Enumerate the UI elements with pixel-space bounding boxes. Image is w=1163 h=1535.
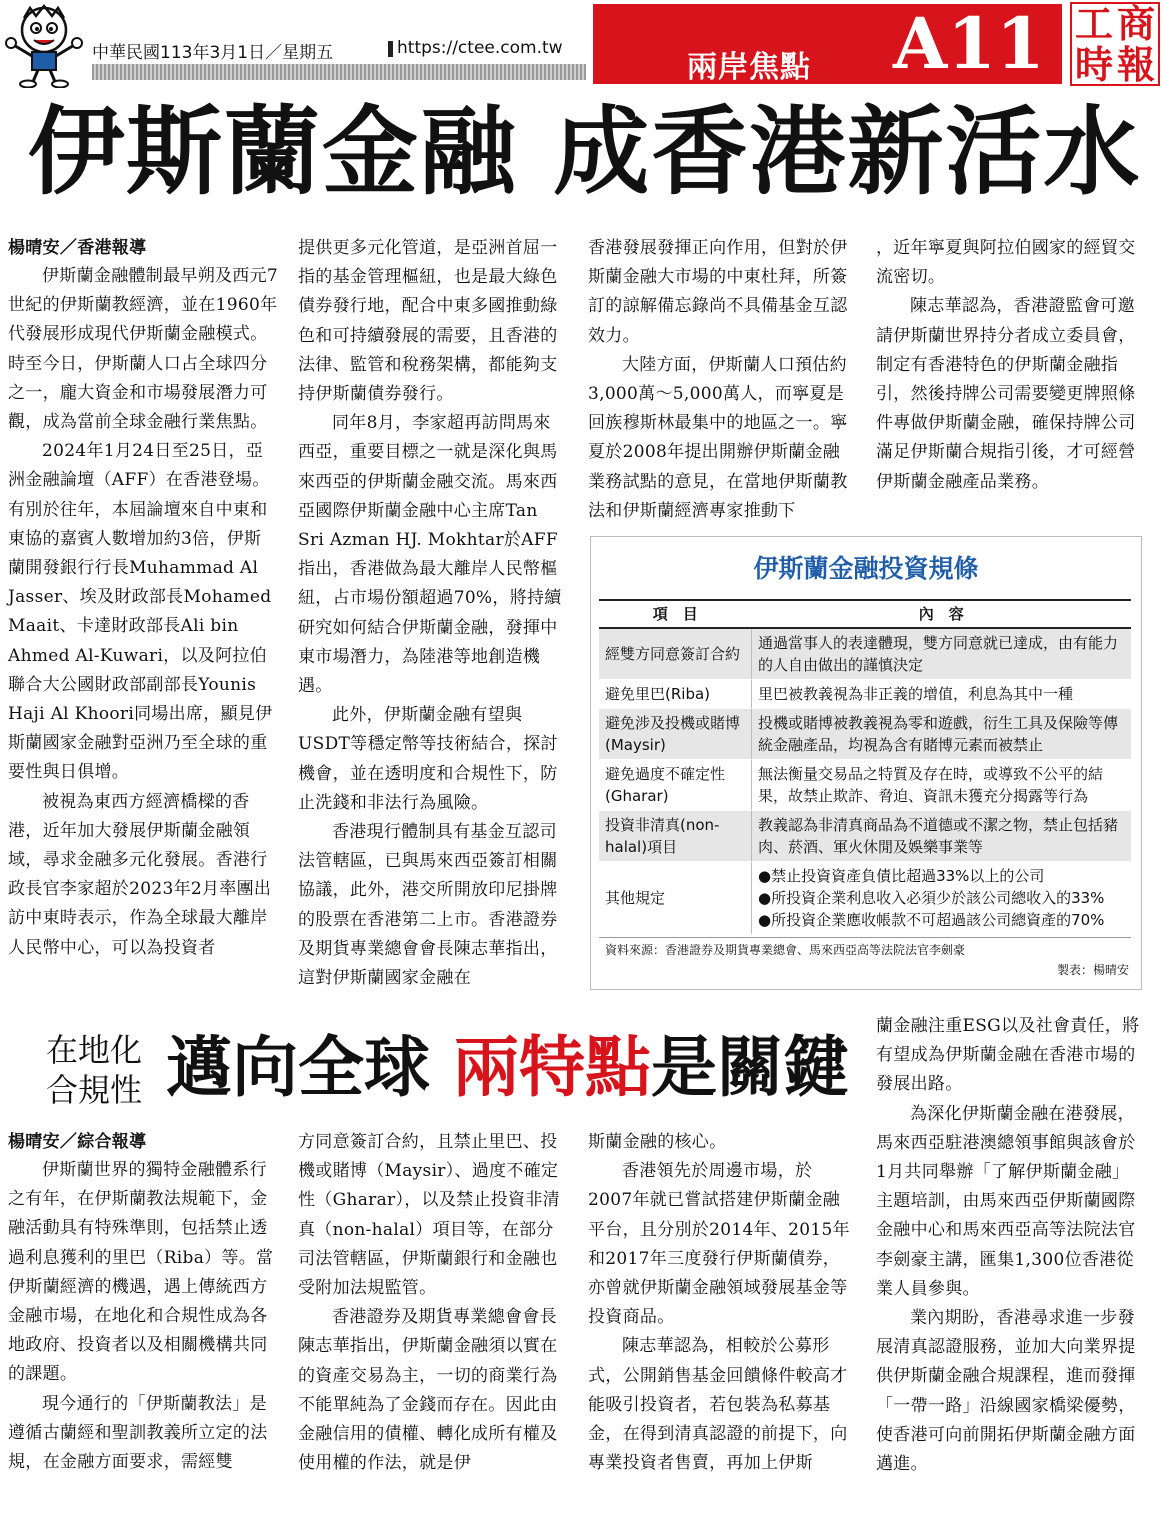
rules-table-box xyxy=(590,536,1142,990)
rule-item: 避免過度不確定性(Gharar) xyxy=(599,760,752,811)
logo-char: 商 xyxy=(1116,1,1155,46)
rule-content: 通過當事人的表達體現，雙方同意就已達成，由有能力的人自由做出的謹慎決定 xyxy=(752,628,1132,680)
paragraph: 方同意簽訂合約，且禁止里巴、投機或賭博（Maysir）、過度不確定性（Gharar），以及禁止投資非清真（non-halal）項目等，在部分司法管轄區，伊斯蘭銀行和金融也受附加法規監管。 xyxy=(298,1132,560,1299)
rule-item: 投資非清真(non-halal)項目 xyxy=(599,811,752,862)
paragraph: 伊斯蘭金融體制最早朔及西元7世紀的伊斯蘭教經濟，並在1960年代發展形成現代伊斯蘭金融模式。時至今日，伊斯蘭人口占全球四分之一，龐大資金和市場發展潛力可觀，成為當前全球金融行業焦點。 xyxy=(8,266,279,433)
sub-headline-part: 是關鍵 xyxy=(650,1029,849,1106)
paragraph: 同年8月，李家超再訪問馬來西亞，重要目標之一就是深化與馬來西亞的伊斯蘭金融交流。馬來西亞國際伊斯蘭金融中心主席Tan Sri Azman HJ. Mokhtar於AFF指出，香港做為最大離岸人民幣樞紐，占市場份額超過70%，將持續研究如何結合伊斯蘭金融，發揮中東市場潛力，為陸港等地創造機遇。 xyxy=(298,413,562,697)
paragraph: 被視為東西方經濟橋樑的香港，近年加大發展伊斯蘭金融領域，尋求金融多元化發展。香港行政長官李家超於2023年2月率團出訪中東時表示，作為全球最大離岸人民幣中心，可以為投資者 xyxy=(8,791,272,958)
list-item: ●禁止投資資產負債比超過33%以上的公司 xyxy=(758,867,1045,885)
section-banner xyxy=(593,4,1062,84)
table-row xyxy=(599,862,1131,935)
column-header-item: 項 目 xyxy=(599,600,752,628)
site-url[interactable]: https://ctee.com.tw xyxy=(397,38,563,58)
paragraph: 2024年1月24日至25日，亞洲金融論壇（AFF）在香港登場。有別於往年，本屆論壇來自中東和東協的嘉賓人數增加約3倍，伊斯蘭開發銀行行長Muhammad Al Jasser、埃及財政部長Mohamed Maait、卡達財政部長Ali bin Ahmed Al-Kuwari，以及阿拉伯聯合大公國財政部副部長Younis Haji Al Khoori同場出席，顯見伊斯蘭國家金融對亞洲乃至全球的重要性與日俱增。 xyxy=(8,441,273,783)
url-divider xyxy=(388,41,393,57)
paragraph: 伊斯蘭世界的獨特金融體系行之有年，在伊斯蘭教法規範下，金融活動具有特殊準則，包括禁止透過利息獲利的里巴（Riba）等。當伊斯蘭經濟的機遇，遇上傳統西方金融市場，在地化和合規性成為各地政府、投資者以及相關機構共同的課題。 xyxy=(8,1160,274,1385)
paragraph: 香港證券及期貨專業總會會長陳志華指出，伊斯蘭金融須以實在的資產交易為主，一切的商業行為不能單純為了金錢而存在。因此由金融信用的債權、轉化成所有權及使用權的作法，就是伊 xyxy=(298,1307,558,1474)
paragraph: 提供更多元化管道，是亞洲首屈一指的基金管理樞紐，也是最大綠色債券發行地，配合中東多國推動綠色和可持續發展的需要，且香港的法律、監管和稅務架構，都能夠支持伊斯蘭債券發行。 xyxy=(298,238,558,405)
logo-char: 時 xyxy=(1074,42,1113,87)
paragraph: 陳志華認為，相較於公募形式，公開銷售基金回饋條件較高才能吸引投資者，若包裝為私募基金，在得到清真認證的前提下，向專業投資者售賣，再加上伊斯 xyxy=(588,1336,848,1474)
table-row xyxy=(599,760,1131,811)
rules-table xyxy=(599,599,1131,935)
rule-content: 無法衡量交易品之特質及存在時，或導致不公平的結果，故禁止欺詐、脅迫、資訊未獲充分揭露等行為 xyxy=(752,760,1132,811)
paragraph: 現今通行的「伊斯蘭教法」是遵循古蘭經和聖訓教義所立定的法規，在金融方面要求，需經雙 xyxy=(8,1393,268,1473)
rule-content-list xyxy=(752,862,1132,935)
table-row xyxy=(599,628,1131,680)
logo-char: 報 xyxy=(1116,42,1155,87)
rule-item: 經雙方同意簽訂合約 xyxy=(599,628,752,680)
kicker-line: 合規性 xyxy=(45,1071,142,1109)
list-item: ●所投資企業應收帳款不可超過該公司總資產的70% xyxy=(758,911,1105,929)
sub-article-column-2 xyxy=(298,1128,566,1478)
paragraph: 香港現行體制具有基金互認司法管轄區，已與馬來西亞簽訂相關協議，此外，港交所開放印尼掛牌的股票在香港第二上市。香港證券及期貨專業總會會長陳志華指出，這對伊斯蘭國家金融在 xyxy=(298,822,558,989)
kicker-line: 在地化 xyxy=(45,1031,142,1069)
paragraph: 陳志華認為，香港證監會可邀請伊斯蘭世界持分者成立委員會，制定有香港特色的伊斯蘭金融指引，然後持牌公司需要變更牌照條件專做伊斯蘭金融，確保持牌公司滿足伊斯蘭合規指引後，才可經營伊斯蘭金融產品業務。 xyxy=(876,296,1136,492)
paragraph: 斯蘭金融的核心。 xyxy=(588,1132,727,1152)
table-title: 伊斯蘭金融投資規條 xyxy=(753,554,979,583)
sub-article-column-4 xyxy=(876,1012,1144,1479)
issue-date: 中華民國113年3月1日／星期五 xyxy=(92,43,334,63)
table-source: 資料來源：香港證券及期貨專業總會、馬來西亞高等法院法官李劍豪 xyxy=(605,943,966,957)
page-number: A11 xyxy=(893,2,1045,85)
table-credit: 製表：楊晴安 xyxy=(1056,963,1129,977)
rule-content: 投機或賭博被教義視為零和遊戲，衍生工具及保險等傳統金融產品，均視為含有賭博元素而被禁止 xyxy=(752,709,1132,760)
paragraph: 蘭金融注重ESG以及社會責任，將有望成為伊斯蘭金融在香港市場的發展出路。 xyxy=(876,1016,1140,1095)
rule-item: 避免里巴(Riba) xyxy=(599,680,752,709)
paragraph: 大陸方面，伊斯蘭人口預估約3,000萬～5,000萬人，而寧夏是回族穆斯林最集中的地區之一。寧夏於2008年提出開辦伊斯蘭金融業務試點的意見，在當地伊斯蘭教法和伊斯蘭經濟專家推動下 xyxy=(588,354,848,521)
mascot-logo xyxy=(4,4,84,88)
date-bar xyxy=(92,38,585,63)
table-row xyxy=(599,680,1131,709)
header-rule xyxy=(92,64,586,80)
byline: 楊晴安／香港報導 xyxy=(8,238,147,258)
list-item: ●所投資企業利息收入必須少於該公司總收入的33% xyxy=(758,889,1105,907)
column-header-content: 內 容 xyxy=(752,600,1132,628)
table-row xyxy=(599,709,1131,760)
main-headline: 伊斯蘭金融 成香港新活水 xyxy=(28,96,1142,208)
table-divider xyxy=(599,937,1131,938)
article-column-1 xyxy=(8,234,278,963)
newspaper-logo xyxy=(1070,2,1160,86)
rule-item: 避免涉及投機或賭博(Maysir) xyxy=(599,709,752,760)
sub-headline xyxy=(166,1026,849,1110)
sub-headline-part: 邁向全球 xyxy=(166,1029,453,1106)
sub-article-column-1 xyxy=(8,1128,278,1477)
paragraph: 此外，伊斯蘭金融有望與USDT等穩定幣等技術結合，探討機會，並在透明度和合規性下，防止洗錢和非法行為風險。 xyxy=(298,705,558,813)
sub-kicker xyxy=(42,1030,146,1110)
paragraph: 香港發展發揮正向作用，但對於伊斯蘭金融大市場的中東杜拜，所簽訂的諒解備忘錄尚不具備基金互認效力。 xyxy=(588,238,848,346)
table-row xyxy=(599,811,1131,862)
sub-headline-highlight: 兩特點 xyxy=(452,1029,651,1106)
paragraph: ，近年寧夏與阿拉伯國家的經貿交流密切。 xyxy=(876,238,1136,288)
section-name: 兩岸焦點 xyxy=(687,50,811,85)
article-column-3 xyxy=(588,234,856,526)
logo-char: 工 xyxy=(1074,1,1113,46)
article-column-4 xyxy=(876,234,1144,497)
rule-content: 教義認為非清真商品為不道德或不潔之物，禁止包括豬肉、菸酒、軍火休閒及娛樂事業等 xyxy=(752,811,1132,862)
paragraph: 業內期盼，香港尋求進一步發展清真認證服務，並加大向業界提供伊斯蘭金融合規課程，進而發揮「一帶一路」沿線國家橋梁優勢，使香港可向前開拓伊斯蘭金融方面邁進。 xyxy=(876,1308,1136,1475)
byline: 楊晴安／綜合報導 xyxy=(8,1132,147,1152)
article-column-2 xyxy=(298,234,566,993)
paragraph: 香港領先於周邊市場，於2007年就已嘗試搭建伊斯蘭金融平台，且分別於2014年、2015年和2017年三度發行伊斯蘭債券，亦曾就伊斯蘭金融領域發展基金等投資商品。 xyxy=(588,1161,850,1328)
sub-article-column-3 xyxy=(588,1128,856,1478)
rule-content: 里巴被教義視為非正義的增值，利息為其中一種 xyxy=(752,680,1132,709)
paragraph: 為深化伊斯蘭金融在港發展，馬來西亞駐港澳總領事館與該會於1月共同舉辦「了解伊斯蘭金融」主題培訓，由馬來西亞伊斯蘭國際金融中心和馬來西亞高等法院法官李劍豪主講，匯集1,300位香港從業人員參與。 xyxy=(876,1103,1136,1299)
rule-item: 其他規定 xyxy=(599,862,752,935)
